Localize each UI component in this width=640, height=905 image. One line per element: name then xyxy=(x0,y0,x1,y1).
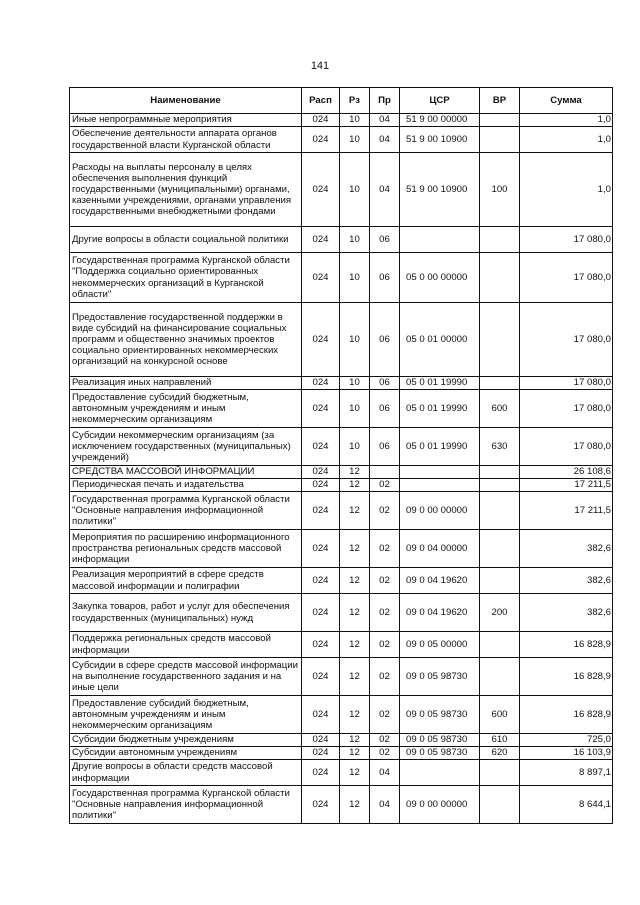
cell-sum: 1,0 xyxy=(520,153,613,227)
cell-sum: 382,6 xyxy=(520,530,613,568)
cell-rasp: 024 xyxy=(302,428,340,466)
cell-name: Закупка товаров, работ и услуг для обеспечения государственных (муниципальных) нужд xyxy=(70,594,302,632)
cell-sum: 17 211,5 xyxy=(520,492,613,530)
cell-sum: 26 108,6 xyxy=(520,466,613,479)
cell-rasp: 024 xyxy=(302,658,340,696)
cell-rz: 12 xyxy=(340,747,370,760)
table-row xyxy=(70,734,613,747)
cell-csr: 09 0 04 00000 xyxy=(400,530,480,568)
cell-csr: 05 0 00 00000 xyxy=(400,253,480,303)
cell-sum: 17 080,0 xyxy=(520,227,613,253)
cell-vr xyxy=(480,530,520,568)
cell-vr: 600 xyxy=(480,696,520,734)
cell-rasp: 024 xyxy=(302,530,340,568)
cell-rasp: 024 xyxy=(302,227,340,253)
table-row xyxy=(70,466,613,479)
cell-rasp: 024 xyxy=(302,127,340,153)
table-body xyxy=(70,114,613,824)
cell-pr: 06 xyxy=(370,377,400,390)
cell-rz: 10 xyxy=(340,114,370,127)
table-row xyxy=(70,594,613,632)
table-row xyxy=(70,428,613,466)
cell-csr: 09 0 05 98730 xyxy=(400,734,480,747)
cell-name: Расходы на выплаты персоналу в целях обеспечения выполнения функций государственными (муниципальными) органами, казенными учреждениями, органами управления государственными внебюджетными фондами xyxy=(70,153,302,227)
table-row xyxy=(70,114,613,127)
cell-csr: 05 0 01 19990 xyxy=(400,377,480,390)
cell-csr: 09 0 05 98730 xyxy=(400,696,480,734)
cell-vr xyxy=(480,479,520,492)
cell-name: Субсидии некоммерческим организациям (за исключением государственных (муниципальных) учреждений) xyxy=(70,428,302,466)
cell-csr: 09 0 04 19620 xyxy=(400,568,480,594)
cell-csr: 51 9 00 10900 xyxy=(400,153,480,227)
table-row xyxy=(70,530,613,568)
cell-rz: 10 xyxy=(340,253,370,303)
cell-vr xyxy=(480,253,520,303)
cell-pr: 04 xyxy=(370,153,400,227)
cell-sum: 1,0 xyxy=(520,114,613,127)
cell-rz: 12 xyxy=(340,696,370,734)
table-row xyxy=(70,227,613,253)
cell-vr xyxy=(480,568,520,594)
cell-rz: 10 xyxy=(340,227,370,253)
cell-sum: 16 103,9 xyxy=(520,747,613,760)
cell-rz: 12 xyxy=(340,479,370,492)
cell-vr xyxy=(480,466,520,479)
cell-name: Мероприятия по расширению информационного пространства региональных средств массовой информации xyxy=(70,530,302,568)
header-pr: Пр xyxy=(370,88,400,114)
table-row xyxy=(70,377,613,390)
cell-name: Государственная программа Курганской области "Основные направления информационной политики" xyxy=(70,786,302,824)
cell-sum: 16 828,9 xyxy=(520,696,613,734)
cell-rz: 10 xyxy=(340,377,370,390)
header-sum: Сумма xyxy=(520,88,613,114)
cell-rz: 10 xyxy=(340,127,370,153)
cell-pr: 02 xyxy=(370,658,400,696)
table-row xyxy=(70,760,613,786)
cell-rasp: 024 xyxy=(302,390,340,428)
cell-csr: 09 0 04 19620 xyxy=(400,594,480,632)
cell-vr: 610 xyxy=(480,734,520,747)
cell-vr xyxy=(480,492,520,530)
cell-vr: 200 xyxy=(480,594,520,632)
cell-csr: 09 0 05 98730 xyxy=(400,747,480,760)
cell-vr: 630 xyxy=(480,428,520,466)
cell-pr: 06 xyxy=(370,227,400,253)
cell-rasp: 024 xyxy=(302,696,340,734)
cell-pr: 02 xyxy=(370,747,400,760)
cell-rasp: 024 xyxy=(302,153,340,227)
cell-pr: 02 xyxy=(370,632,400,658)
cell-name: Государственная программа Курганской области "Поддержка социально ориентированных некоммерческих организаций в Курганской области" xyxy=(70,253,302,303)
cell-pr: 04 xyxy=(370,127,400,153)
cell-vr xyxy=(480,786,520,824)
cell-sum: 1,0 xyxy=(520,127,613,153)
cell-vr xyxy=(480,114,520,127)
cell-pr: 06 xyxy=(370,303,400,377)
cell-name: Реализация мероприятий в сфере средств массовой информации и полиграфии xyxy=(70,568,302,594)
table-row xyxy=(70,696,613,734)
cell-rz: 12 xyxy=(340,632,370,658)
cell-sum: 382,6 xyxy=(520,568,613,594)
cell-rasp: 024 xyxy=(302,594,340,632)
cell-pr: 02 xyxy=(370,530,400,568)
cell-rasp: 024 xyxy=(302,568,340,594)
cell-rasp: 024 xyxy=(302,632,340,658)
cell-sum: 17 080,0 xyxy=(520,253,613,303)
cell-sum: 17 211,5 xyxy=(520,479,613,492)
cell-csr: 05 0 01 00000 xyxy=(400,303,480,377)
header-name: Наименование xyxy=(70,88,302,114)
table-row xyxy=(70,390,613,428)
cell-rasp: 024 xyxy=(302,747,340,760)
header-csr: ЦСР xyxy=(400,88,480,114)
cell-rz: 10 xyxy=(340,303,370,377)
cell-name: Предоставление государственной поддержки в виде субсидий на финансирование социальных программ и общественно значимых проектов социально ориентированных некоммерческих организаций на конкурсной основе xyxy=(70,303,302,377)
cell-name: Субсидии автономным учреждениям xyxy=(70,747,302,760)
cell-csr: 51 9 00 10900 xyxy=(400,127,480,153)
cell-sum: 17 080,0 xyxy=(520,303,613,377)
cell-rasp: 024 xyxy=(302,466,340,479)
cell-rz: 10 xyxy=(340,153,370,227)
cell-pr: 04 xyxy=(370,114,400,127)
cell-csr xyxy=(400,466,480,479)
table-row xyxy=(70,786,613,824)
cell-name: Субсидии бюджетным учреждениям xyxy=(70,734,302,747)
cell-vr: 100 xyxy=(480,153,520,227)
header-vr: ВР xyxy=(480,88,520,114)
cell-rasp: 024 xyxy=(302,479,340,492)
page-number: 141 xyxy=(310,60,330,72)
table-row xyxy=(70,747,613,760)
cell-vr: 620 xyxy=(480,747,520,760)
budget-table xyxy=(69,87,613,824)
cell-pr: 02 xyxy=(370,492,400,530)
cell-rz: 12 xyxy=(340,658,370,696)
cell-rasp: 024 xyxy=(302,786,340,824)
cell-sum: 16 828,9 xyxy=(520,632,613,658)
cell-name: Реализация иных направлений xyxy=(70,377,302,390)
cell-vr xyxy=(480,632,520,658)
cell-csr xyxy=(400,227,480,253)
header-rasp: Расп xyxy=(302,88,340,114)
cell-sum: 725,0 xyxy=(520,734,613,747)
cell-name: Периодическая печать и издательства xyxy=(70,479,302,492)
cell-rz: 12 xyxy=(340,594,370,632)
cell-pr: 04 xyxy=(370,786,400,824)
cell-vr xyxy=(480,760,520,786)
cell-csr: 09 0 00 00000 xyxy=(400,786,480,824)
cell-csr: 09 0 00 00000 xyxy=(400,492,480,530)
cell-name: Предоставление субсидий бюджетным, автономным учреждениям и иным некоммерческим организациям xyxy=(70,390,302,428)
cell-pr: 04 xyxy=(370,760,400,786)
cell-name: Другие вопросы в области средств массовой информации xyxy=(70,760,302,786)
cell-rasp: 024 xyxy=(302,377,340,390)
cell-rz: 10 xyxy=(340,428,370,466)
cell-csr xyxy=(400,479,480,492)
table-row xyxy=(70,153,613,227)
cell-sum: 382,6 xyxy=(520,594,613,632)
cell-sum: 8 644,1 xyxy=(520,786,613,824)
cell-pr xyxy=(370,466,400,479)
cell-pr: 06 xyxy=(370,253,400,303)
cell-pr: 02 xyxy=(370,734,400,747)
cell-name: Государственная программа Курганской области "Основные направления информационной политики" xyxy=(70,492,302,530)
cell-name: Иные непрограммные мероприятия xyxy=(70,114,302,127)
cell-pr: 02 xyxy=(370,594,400,632)
table-row xyxy=(70,127,613,153)
cell-name: Субсидии в сфере средств массовой информации на выполнение государственного задания и на иные цели xyxy=(70,658,302,696)
table-row xyxy=(70,658,613,696)
header-rz: Рз xyxy=(340,88,370,114)
cell-rz: 12 xyxy=(340,530,370,568)
cell-rz: 12 xyxy=(340,492,370,530)
table-header-row xyxy=(70,88,613,114)
cell-name: Другие вопросы в области социальной политики xyxy=(70,227,302,253)
cell-rz: 10 xyxy=(340,390,370,428)
table-row xyxy=(70,303,613,377)
table-row xyxy=(70,568,613,594)
cell-rz: 12 xyxy=(340,760,370,786)
cell-vr: 600 xyxy=(480,390,520,428)
cell-rz: 12 xyxy=(340,466,370,479)
cell-vr xyxy=(480,658,520,696)
cell-rz: 12 xyxy=(340,568,370,594)
cell-rasp: 024 xyxy=(302,114,340,127)
cell-rasp: 024 xyxy=(302,253,340,303)
cell-rasp: 024 xyxy=(302,734,340,747)
cell-pr: 06 xyxy=(370,390,400,428)
cell-name: Обеспечение деятельности аппарата органов государственной власти Курганской области xyxy=(70,127,302,153)
cell-csr: 09 0 05 98730 xyxy=(400,658,480,696)
cell-vr xyxy=(480,303,520,377)
table-row xyxy=(70,492,613,530)
cell-pr: 02 xyxy=(370,479,400,492)
cell-sum: 17 080,0 xyxy=(520,377,613,390)
cell-rz: 12 xyxy=(340,734,370,747)
cell-csr: 09 0 05 00000 xyxy=(400,632,480,658)
cell-name: СРЕДСТВА МАССОВОЙ ИНФОРМАЦИИ xyxy=(70,466,302,479)
cell-csr: 05 0 01 19990 xyxy=(400,428,480,466)
cell-pr: 02 xyxy=(370,696,400,734)
table-row xyxy=(70,253,613,303)
cell-csr: 51 9 00 00000 xyxy=(400,114,480,127)
cell-csr xyxy=(400,760,480,786)
cell-rasp: 024 xyxy=(302,492,340,530)
cell-name: Поддержка региональных средств массовой информации xyxy=(70,632,302,658)
cell-vr xyxy=(480,377,520,390)
cell-pr: 06 xyxy=(370,428,400,466)
table-row xyxy=(70,479,613,492)
table-row xyxy=(70,632,613,658)
cell-rasp: 024 xyxy=(302,303,340,377)
cell-vr xyxy=(480,127,520,153)
cell-pr: 02 xyxy=(370,568,400,594)
cell-sum: 16 828,9 xyxy=(520,658,613,696)
cell-sum: 17 080,0 xyxy=(520,390,613,428)
cell-rz: 12 xyxy=(340,786,370,824)
cell-sum: 8 897,1 xyxy=(520,760,613,786)
cell-sum: 17 080,0 xyxy=(520,428,613,466)
cell-vr xyxy=(480,227,520,253)
cell-name: Предоставление субсидий бюджетным, автономным учреждениям и иным некоммерческим организациям xyxy=(70,696,302,734)
cell-csr: 05 0 01 19990 xyxy=(400,390,480,428)
cell-rasp: 024 xyxy=(302,760,340,786)
